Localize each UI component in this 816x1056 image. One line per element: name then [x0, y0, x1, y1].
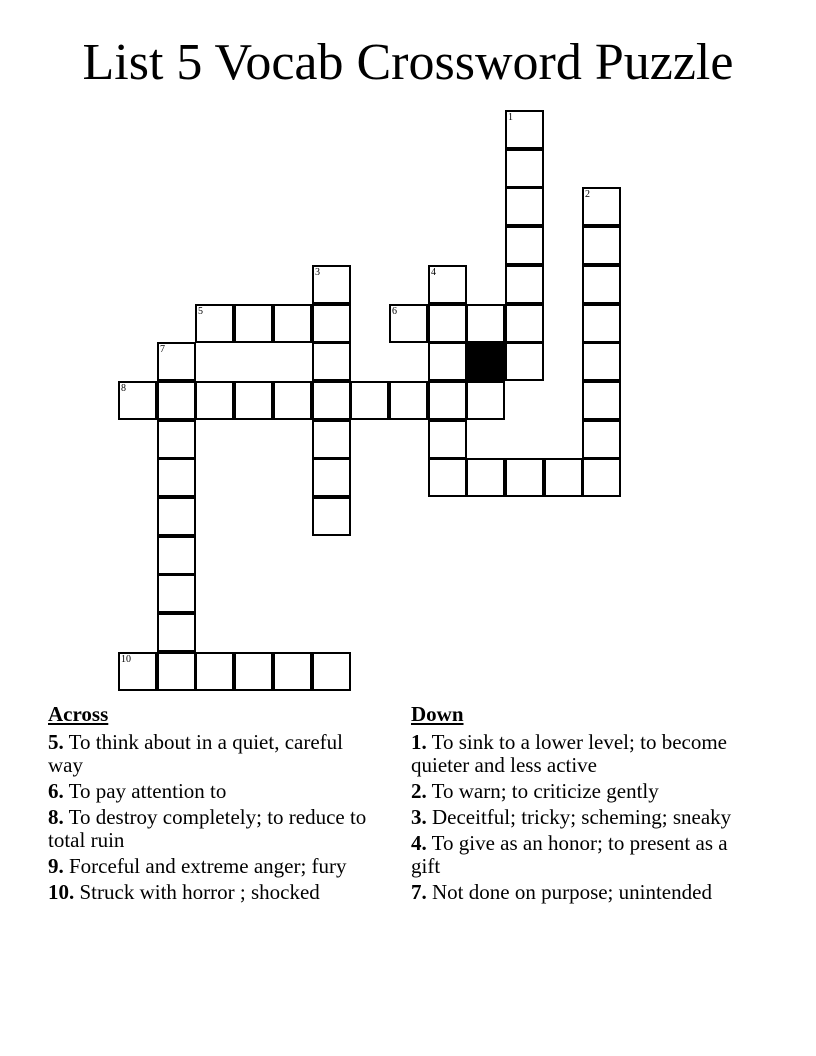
grid-cell[interactable]: [157, 381, 196, 420]
grid-cell[interactable]: [389, 381, 428, 420]
clue-text: To sink to a lower level; to become quieter and less active: [411, 730, 727, 777]
grid-cell[interactable]: [505, 265, 544, 304]
grid-cell[interactable]: [234, 304, 273, 343]
grid-cell[interactable]: [312, 381, 351, 420]
grid-cell[interactable]: [157, 420, 196, 459]
grid-cell[interactable]: [157, 613, 196, 652]
clue-number: 4: [431, 267, 436, 278]
grid-cell[interactable]: [544, 458, 583, 497]
grid-cell[interactable]: [273, 652, 312, 691]
across-clue-list: [48, 731, 368, 904]
clue-number: 9.: [48, 854, 64, 878]
clue-number: 8.: [48, 805, 64, 829]
across-clue: [48, 881, 368, 904]
grid-cell[interactable]: [273, 381, 312, 420]
grid-cell[interactable]: [582, 265, 621, 304]
grid-cell[interactable]: [312, 497, 351, 536]
grid-cell[interactable]: [505, 304, 544, 343]
page-title: List 5 Vocab Crossword Puzzle: [82, 34, 734, 91]
down-clue-list: [411, 731, 751, 904]
clue-text: To pay attention to: [63, 779, 227, 803]
across-heading: Across: [48, 702, 109, 726]
grid-cell[interactable]: [428, 458, 467, 497]
grid-cell[interactable]: [312, 652, 351, 691]
grid-cell[interactable]: [312, 265, 351, 304]
grid-cell[interactable]: [582, 187, 621, 226]
grid-cell[interactable]: [312, 420, 351, 459]
clue-text: Deceitful; tricky; scheming; sneaky: [426, 805, 732, 829]
grid-cell[interactable]: [157, 342, 196, 381]
down-clue: [411, 832, 751, 878]
grid-cell[interactable]: [312, 458, 351, 497]
grid-cell[interactable]: [428, 265, 467, 304]
clue-text: Not done on purpose; unintended: [426, 880, 712, 904]
grid-cell[interactable]: [505, 187, 544, 226]
clue-number: 1.: [411, 730, 427, 754]
grid-cell[interactable]: [582, 458, 621, 497]
grid-cell[interactable]: [505, 149, 544, 188]
clue-number: 6.: [48, 779, 64, 803]
grid-cell[interactable]: [195, 304, 234, 343]
clue-number: 10: [121, 654, 131, 665]
down-clue: [411, 731, 751, 777]
clue-number: 8: [121, 383, 126, 394]
black-cell: [466, 342, 505, 381]
clue-number: 6: [392, 306, 397, 317]
clue-number: 7.: [411, 880, 427, 904]
clue-text: To warn; to criticize gently: [426, 779, 659, 803]
across-clues: [48, 703, 368, 907]
grid-cell[interactable]: [582, 420, 621, 459]
across-clue: [48, 806, 368, 852]
grid-cell[interactable]: [195, 381, 234, 420]
grid-cell[interactable]: [234, 381, 273, 420]
grid-cell[interactable]: [350, 381, 389, 420]
clue-number: 10.: [48, 880, 75, 904]
grid-cell[interactable]: [428, 420, 467, 459]
clue-number: 3: [315, 267, 320, 278]
grid-cell[interactable]: [466, 458, 505, 497]
clue-text: To think about in a quiet, careful way: [48, 730, 343, 777]
clue-text: To destroy completely; to reduce to total ruin: [48, 805, 367, 852]
clue-number: 5.: [48, 730, 64, 754]
clue-text: To give as an honor; to present as a gift: [411, 831, 728, 878]
grid-cell[interactable]: [157, 458, 196, 497]
grid-cell[interactable]: [389, 304, 428, 343]
grid-cell[interactable]: [273, 304, 312, 343]
grid-cell[interactable]: [195, 652, 234, 691]
grid-cell[interactable]: [466, 381, 505, 420]
clue-number: 7: [160, 344, 165, 355]
grid-cell[interactable]: [428, 342, 467, 381]
across-clue: [48, 780, 368, 803]
grid-cell[interactable]: [157, 574, 196, 613]
across-clue: [48, 731, 368, 777]
clue-number: 2: [585, 189, 590, 200]
grid-cell[interactable]: [312, 304, 351, 343]
clue-number: 5: [198, 306, 203, 317]
grid-cell[interactable]: [428, 381, 467, 420]
grid-cell[interactable]: [582, 381, 621, 420]
grid-cell[interactable]: [428, 304, 467, 343]
grid-cell[interactable]: [582, 304, 621, 343]
down-clue: [411, 806, 751, 829]
grid-cell[interactable]: [505, 226, 544, 265]
clue-text: Forceful and extreme anger; fury: [63, 854, 347, 878]
grid-cell[interactable]: [234, 652, 273, 691]
down-clue: [411, 881, 751, 904]
clue-number: 1: [508, 112, 513, 123]
grid-cell[interactable]: [157, 536, 196, 575]
grid-cell[interactable]: [582, 226, 621, 265]
grid-cell[interactable]: [466, 304, 505, 343]
grid-cell[interactable]: [505, 342, 544, 381]
grid-cell[interactable]: [312, 342, 351, 381]
clue-number: 3.: [411, 805, 427, 829]
down-clues: [411, 703, 751, 907]
across-clue: [48, 855, 368, 878]
grid-cell[interactable]: [505, 110, 544, 149]
grid-cell[interactable]: [118, 652, 157, 691]
grid-cell[interactable]: [582, 342, 621, 381]
down-heading: Down: [411, 702, 464, 726]
clue-text: Struck with horror ; shocked: [74, 880, 320, 904]
down-clue: [411, 780, 751, 803]
clue-number: 4.: [411, 831, 427, 855]
clue-number: 2.: [411, 779, 427, 803]
grid-cell[interactable]: [118, 381, 157, 420]
grid-cell[interactable]: [505, 458, 544, 497]
grid-cell[interactable]: [157, 497, 196, 536]
grid-cell[interactable]: [157, 652, 196, 691]
